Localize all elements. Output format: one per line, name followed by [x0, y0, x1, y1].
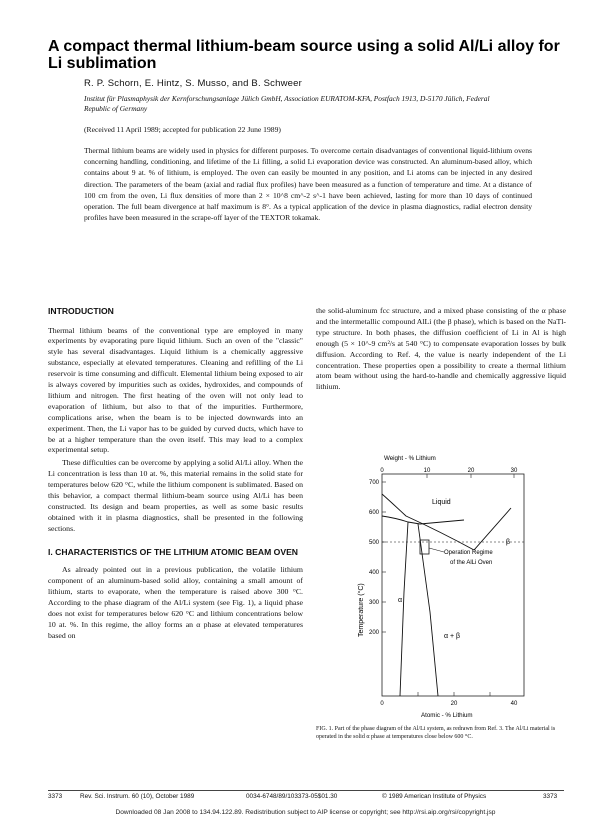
article-code: 0034-6748/89/103373-05$01.30 [246, 793, 338, 800]
y-tick-700: 700 [368, 480, 379, 486]
y-axis-label: Temperature (°C) [358, 583, 365, 637]
copyright: © 1989 American Institute of Physics [382, 793, 487, 800]
regime-pointer [429, 548, 444, 552]
top-axis-label: Weight - % Lithium [384, 455, 436, 462]
label-alpha-beta: α + β [444, 633, 461, 640]
intro-body [48, 326, 303, 535]
y-tick-200: 200 [368, 630, 379, 636]
top-tick-30: 30 [510, 468, 518, 474]
abstract: Thermal lithium beams are widely used in physics for different purposes. To overcome certain disadvantages of conventional liquid-lithium ovens concerning handling, conditioning, and lifetime of the Li filling, a solid Li evaporation device was constructed. An aluminum-based alloy, which contains about 9 at. % of lithium, is employed. The oven can easily be mounted in any position, and Li atoms can be injected in any desired direction. The parameters of the beam (axial and radial flux profiles) have been measured as a function of temperature and time. At a distance of 100 cm from the oven, Li flux densities of more than 2 × 10^8 cm^-2 s^-1 have been achieved, lasting for more than 10 days of continued operation. The full beam divergence at half maximum is 8°. As a typical application of the device in plasma diagnostics, radial electron density profiles have been measured in the scrape-off layer of the TEXTOR tokamak. [84, 146, 532, 223]
label-liquid: Liquid [432, 499, 451, 506]
top-tick-0: 0 [380, 468, 384, 474]
right-paragraph-1: the solid-aluminum fcc structure, and a mixed phase consisting of the α phase and the intermetallic compound AlLi (the β phase), which is based on the NaTl-type structure. In both phases, the diffusion coefficient of Li in Al is high enough (5 × 10^-9 cm²/s at 540 °C) to compensate evaporation losses by bulk diffusion. According to Ref. 4, the value is nearly independent of the Li concentration. These properties open a possibility to create a thermal lithium atom beam without using the hard-to-handle and chemically aggressive liquid lithium. [316, 306, 566, 392]
region-label-line1: Operation Regime [444, 550, 493, 556]
section-1-heading: I. CHARACTERISTICS OF THE LITHIUM ATOMIC BEAM OVEN [48, 546, 299, 557]
bottom-tick-0: 0 [380, 701, 384, 707]
region-label-line2: of the AlLi Oven [450, 560, 493, 566]
plot-frame [382, 474, 524, 696]
left-column [48, 306, 303, 642]
download-notice[interactable]: Downloaded 08 Jan 2008 to 134.94.122.89. Redistribution subject to AIP license or copyright; see http://rsi.aip.org/rsi/copyright.jsp [115, 809, 496, 816]
alpha-solvus-line [400, 522, 408, 696]
top-tick-10: 10 [423, 468, 431, 474]
label-alpha: α [398, 597, 403, 604]
y-tick-500: 500 [368, 540, 379, 546]
bottom-tick-20: 20 [450, 701, 458, 707]
figure-caption: FIG. 1. Part of the phase diagram of the Al/Li system, as redrawn from Ref. 3. The Al/Li material is operated in the solid α phase at temperatures close below 600 °C. [316, 726, 556, 740]
bottom-tick-40: 40 [510, 701, 518, 707]
y-tick-600: 600 [368, 510, 379, 516]
footer-rule [48, 790, 564, 791]
section-1-paragraph-1: As already pointed out in a previous publication, the volatile lithium component of an aluminum-based solid alloy, containing a small amount of lithium, starts to evaporate, when the temperature is raised above 300 °C. According to the phase diagram of the Al/Li system (see Fig. 1), a liquid phase does not exist for temperatures below 620 °C and lithium concentrations below 10 at. %. In this regime, the alloy forms an α phase at elevated temperatures based on [48, 565, 303, 640]
intro-paragraph-1: Thermal lithium beams of the conventional type are employed in many experiments by evaporating pure liquid lithium. Such an oven of the "classic" style has several disadvantages. Liquid lithium is a chemically aggressive substance, especially at elevated temperatures. Cleaning and refilling of the Li reservoir is time consuming and difficult. Elemental lithium being exposed to air is always covered by impurities such as oxides, hydroxides, and compounds of lithium and nitrogen. The first heating of the oven will not only lead to evaporation of lithium, but also to that of the impurities. Furthermore, complications arise, when the beam is to be injected downwards into an experiment. Then, the Li vapor has to be guided by curved ducts, which have to be at a higher temperature than the oven itself. This may lead to a complex experimental setup. [48, 325, 303, 455]
paper-title: A compact thermal lithium-beam source using a solid Al/Li alloy for Li sublimation [48, 38, 560, 72]
author-list: R. P. Schorn, E. Hintz, S. Musso, and B. Schweer [84, 78, 302, 89]
page-number-right: 3373 [543, 793, 558, 800]
y-tick-400: 400 [368, 570, 379, 576]
y-tick-300: 300 [368, 600, 379, 606]
intro-heading: INTRODUCTION [48, 306, 114, 316]
affiliation: Institut für Plasmaphysik der Kernforschungsanlage Jülich GmbH, Association EURATOM-KFA, Postfach 1913, D-5170 Jülich, Federal Republic of Germany [84, 94, 490, 113]
section-1-body [48, 565, 303, 641]
journal-citation: Rev. Sci. Instrum. 60 (10), October 1989 [80, 793, 195, 800]
top-tick-20: 20 [467, 468, 475, 474]
received-date: (Received 11 April 1989; accepted for publication 22 June 1989) [84, 125, 281, 134]
bottom-axis-label: Atomic - % Lithium [421, 712, 473, 719]
page-number-left: 3373 [48, 793, 63, 800]
phase-diagram-figure [346, 452, 556, 724]
solidus-line [382, 516, 464, 524]
intro-paragraph-2: These difficulties can be overcome by applying a solid Al/Li alloy. When the Li concentration is less than 10 at. %, this material remains in the solid state for temperatures below 620 °C, while the lithium component is sublimated. Based on this behavior, a compact thermal lithium-beam source using Al/Li has been constructed. Its design and beam properties, as well as some basic results obtained with it in plasma diagnostics, shall be presented in the following sections. [48, 458, 303, 533]
right-column-text [316, 306, 566, 393]
label-beta: β [506, 539, 511, 546]
